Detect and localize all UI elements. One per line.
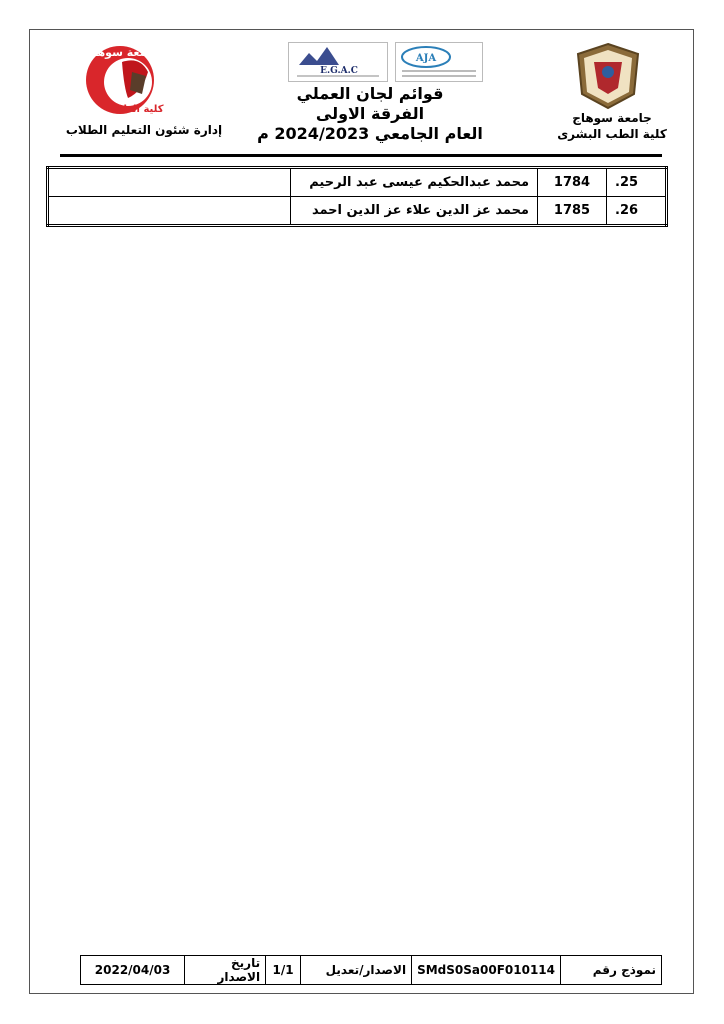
table-row [48,197,667,226]
revision-label: الاصدار/تعديل [301,956,412,985]
student-list-table [46,166,668,227]
header-divider [60,154,662,157]
document-titles [250,84,490,144]
faculty-name: كلية الطب البشرى [557,127,667,141]
academic-year: العام الجامعي 2024/2023 م [257,124,483,143]
notes-cell [48,197,291,226]
form-footer-table [80,955,662,985]
egac-accreditation-logo [288,42,388,82]
svg-text:جامعة سوهاج: جامعة سوهاج [85,46,159,59]
notes-cell [48,168,291,197]
issue-date: 2022/04/03 [81,956,185,985]
svg-text:AJA: AJA [415,53,437,64]
student-name: محمد عز الدين علاء عز الدين احمد [291,197,538,226]
iso-certification-logo [395,42,483,82]
department-name: إدارة شئون التعليم الطلاب [65,123,223,137]
issue-date-label: تاريخ الاصدار [185,956,266,985]
form-number: SMdS0Sa00F010114 [412,956,561,985]
student-code: 1785 [538,197,607,226]
row-index: .25 [607,168,667,197]
form-number-label: نموذج رقم [561,956,662,985]
faculty-logo-icon [62,42,190,118]
student-name: محمد عبدالحكيم عيسى عبد الرحيم [291,168,538,197]
revision-value: 1/1 [266,956,301,985]
svg-text:كلية الطب: كلية الطب [112,104,164,115]
document-title: قوائم لجان العملي [296,84,444,103]
university-logo-icon [568,42,648,110]
svg-text:E.G.A.C: E.G.A.C [320,66,358,76]
student-code: 1784 [538,168,607,197]
table-row [48,168,667,197]
university-name: جامعة سوهاج [572,111,652,125]
university-block [556,110,668,142]
row-index: .26 [607,197,667,226]
year-group: الفرقة الاولى [315,104,425,123]
